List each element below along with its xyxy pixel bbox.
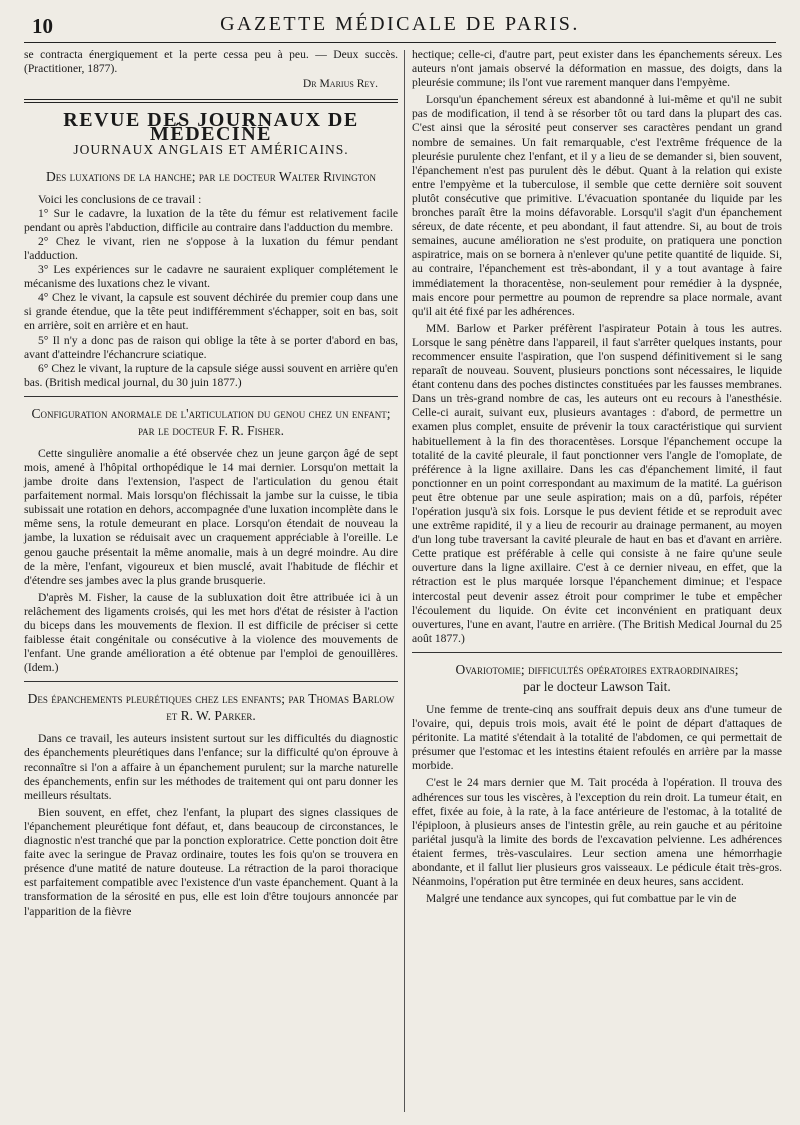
article-paragraph: Cette singulière anomalie a été observée chez un jeune garçon âgé de sept mois, amené à l'hôpital orthopédique le 14 mai dernier. Lorsqu'on mettait la jambe droite dans l'extension, l'aspect de l'articulation du genou était parfaitement normal. Mais lorsqu'on fléchissait la jambe sur la cuisse, le tibia subissait une rotation en dehors, accompagnée d'une luxation incomplète dans le même sens, la rotule demeurant en place. Lorsqu'on étendait de nouveau la jambe, la luxation se réduisait avec un craquement appréciable à l'oreille. Le genou gauche présentait la même anomalie, mais à un degré moindre. Au dire de la mère, l'enfant, vigoureux et bien musclé, avait l'habitude de fléchir et d'étendre ses jambes avec la plus grande brusquerie. — [24, 446, 398, 587]
article-intro: Voici les conclusions de ce travail : — [38, 192, 202, 206]
right-column — [412, 48, 782, 906]
article-paragraph: Malgré une tendance aux syncopes, qui fut combattue par le vin de — [426, 892, 737, 906]
article-rule — [24, 681, 398, 682]
article-title-knee: Configuration anormale de l'articulation du genou chez un enfant; par le docteur F. R. Fisher. — [31, 405, 391, 438]
article-rule — [24, 396, 398, 397]
carryover-signature: Dr Marius Rey. — [302, 77, 378, 91]
article-title-pleural: Des épanchements pleurétiques chez les enfants; par Thomas Barlow et R. W. Parker. — [27, 691, 395, 724]
conclusion-point: 4° Chez le vivant, la capsule est souvent déchirée du premier coup dans une si grande étendue, que la tête peut indifféremment s'échapper, soit en bas, soit en arrière, soit en arrière et en haut. — [24, 291, 398, 333]
left-column — [24, 48, 398, 919]
article-author-line: par le docteur Lawson Tait. — [523, 678, 671, 694]
article-paragraph: Dans ce travail, les auteurs insistent surtout sur les difficultés du diagnostic des épanchements pleurétiques dans l'enfance; sur la difficulté qu'on éprouve à reconnaître si l'on a affaire à un épanchement purulent; sur la marche naturelle des épanchements, enfin sur les méthodes de traitement qui ont paru donner les meilleurs résultats. — [24, 732, 398, 802]
article-paragraph: C'est le 24 mars dernier que M. Tait procéda à l'opération. Il trouva des adhérences sur tous les viscères, à l'exception du rein droit. La tumeur était, en effet, fixée au foie, à la rate, à la face antérieure de l'estomac, à la totalité de l'épiploon, à plusieurs anses de l'intestin grêle, au rein gauche et au péritoine pariétal jusqu'à la limite des bords de l'excavation pelvienne. Les adhérences étaient fermes, très-vasculaires. Leur section amena une hémorrhagie abondante, et il fallut lier plusieurs gros vaisseaux. Le pédicule était très-gros. Néanmoins, l'opération put être terminée en deux heures, sans accident. — [412, 776, 782, 889]
conclusion-point: 2° Chez le vivant, rien ne s'oppose à la luxation du fémur pendant l'adduction. — [24, 234, 398, 262]
article-paragraph: Bien souvent, en effet, chez l'enfant, la plupart des signes classiques de l'épanchement pleurétique font défaut, et, dans beaucoup de circonstances, le diagnostic n'est tranché que par la ponction exploratrice. Cette ponction doit être faite avec la seringue de Pravaz ordinaire, toutes les fois qu'on se trouvera en présence d'une matité de nature douteuse. La rétraction de la paroi thoracique est parfaitement compatible avec l'existence d'un vaste épanchement. Quant à la transformation de la sérosité en pus, elle est loin d'être toujours annoncée par l'apparition de la fièvre — [24, 805, 398, 918]
conclusion-point: 6° Chez le vivant, la rupture de la capsule siége aussi souvent en arrière qu'en bas. (British medical journal, du 30 juin 1877.) — [24, 361, 398, 389]
article-paragraph: D'après M. Fisher, la cause de la subluxation doit être attribuée ici à un relâchement des ligaments croisés, qui les met hors d'état de résister à l'action du biceps dans les mouvements de flexion. Il est difficile de préciser si cette faiblesse était congénitale ou consécutive à la violence des mouvements de l'enfant. Une grande amélioration a été obtenue par l'emploi de genouillères. (Idem.) — [24, 590, 398, 675]
article-title-line: Ovariotomie; difficultés opératoires extraordinaires; — [455, 661, 739, 677]
running-head — [24, 10, 776, 43]
article-title-hip-luxation: Des luxations de la hanche; par le docteur Walter Rivington — [45, 168, 377, 184]
article-paragraph: Une femme de trente-cinq ans souffrait depuis deux ans d'une tumeur de l'ovaire, qui, depuis trois mois, avait été le point de départ d'attaques de péritonite. La matité s'étendait à la totalité de l'abdomen, ce qui permettait de présumer que l'estomac et les intestins étaient refoulés en arrière par la masse morbide. — [412, 702, 782, 773]
section-title: REVUE DES JOURNAUX DE MÉDECINE — [63, 109, 359, 146]
column-divider — [404, 50, 405, 1112]
section-subtitle: JOURNAUX ANGLAIS ET AMÉRICAINS. — [73, 142, 349, 158]
carryover-text: se contracta énergiquement et la perte cessa peu à peu. — Deux succès. (Practitioner, 1877). — [24, 48, 398, 76]
section-rule — [24, 99, 398, 103]
page-number: 10 — [32, 14, 53, 38]
article-title-ovariotomy — [412, 661, 782, 695]
article-rule — [412, 652, 782, 653]
conclusion-point: 5° Il n'y a donc pas de raison qui oblige la tête à se porter d'abord en bas, avant d'atteindre l'échancrure sciatique. — [24, 333, 398, 361]
article-paragraph: Lorsqu'un épanchement séreux est abandonné à lui-même et qu'il ne subit pas de modification, il tend à se résorber tôt ou tard dans la plupart des cas. C'est ainsi que la sérosité peut conserver ses caractères pendant un grand nombre de semaines. Un fait remarquable, c'est l'extrême fréquence de la pleurésie purulente chez l'enfant, et il y a lieu de se demander si, bien souvent, l'épanchement n'est pas purulent dès le début. Quant à la relation qui existe entre l'empyème et la tuberculose, il semble que cette dernière soit souvent plutôt consécutive que primitive. L'évacuation spontanée du liquide par les bronches paraît être la moins défavorable. Lorsqu'il s'agit d'un épanchement séreux, de date récente, et peu abondant, il faut attendre. Si, au bout de trois semaines, aucune amélioration ne s'est produite, on pratiquera une ponction aspiratrice, mais on se bornera à n'enlever qu'une petite quantité de liquide. Si, au contraire, l'épanchement est très-abondant, il y a tout avantage à faire immédiatement la thoracentèse, non-seulement pour remédier à la dyspnée, mais encore pour permettre au poumon de reprendre sa place normale, avant qu'il ait été fixé par les adhérences. — [412, 93, 782, 318]
conclusion-point: 1° Sur le cadavre, la luxation de la tête du fémur est relativement facile pendant ou après l'abduction, difficile au contraire dans l'adduction du membre. — [24, 206, 398, 234]
article-paragraph: hectique; celle-ci, d'autre part, peut exister dans les épanchements séreux. Les auteurs n'ont jamais observé la déformation en massue, des doigts, dans la pleurésie commune; ils l'ont vue rarement manquer dans l'empyème. — [412, 48, 782, 90]
journal-title: GAZETTE MÉDICALE DE PARIS. — [220, 13, 580, 35]
conclusion-point: 3° Les expériences sur le cadavre ne sauraient expliquer complétement le mécanisme des luxations chez le vivant. — [24, 263, 398, 291]
article-paragraph: MM. Barlow et Parker préfèrent l'aspirateur Potain à tous les autres. Lorsque le sang pénètre dans l'appareil, il faut s'arrêter quelques instants, pour recommencer ensuite l'aspiration, que l'on suspend définitivement si le sang reparaît de nouveau. Souvent, plusieurs ponctions sont nécessaires, le liquide étant contenu dans des poches distinctes constituées par les fausses membranes. Dans un très-grand nombre de cas, les auteurs ont eu recours à l'anesthésie. Celle-ci aurait, suivant eux, plusieurs avantages : d'abord, de permettre un examen plus complet, ensuite de prévenir la toux caractéristique qui survient habituellement à la fin des thoracentèses. Lorsque l'épanchement occupe la totalité de la cavité pleurale, il faut ponctionner vers l'angle de l'omoplate, de préférence à la ligne axillaire. Dans les cas d'épanchement limité, il faut ponctionner en un point correspondant au maximum de la matité. La guérison peut être obtenue par une seule aspiration; mais on a dû, parfois, répéter l'opération jusqu'à six fois. Lorsque le pus devient fétide et se reproduit avec une extrême rapidité, il y a lieu de recourir au drainage permanent, au moyen d'un long tube traversant la cavité pleurale de haut en bas et d'avant en arrière. Cette pratique est préférable à celle qui consiste à ne faire qu'une seule ouverture dans la ligne axillaire. C'est à ce dernier niveau, en effet, que la rétraction est le plus marquée lorsque l'épanchement diminue; et l'espace intercostal peut devenir assez étroit pour comprimer le tube et empêcher l'écoulement du liquide. On évite cet inconvénient en pratiquant deux ouvertures, l'une en avant, l'autre en arrière. (The British Medical Journal du 25 août 1877.) — [412, 321, 782, 645]
